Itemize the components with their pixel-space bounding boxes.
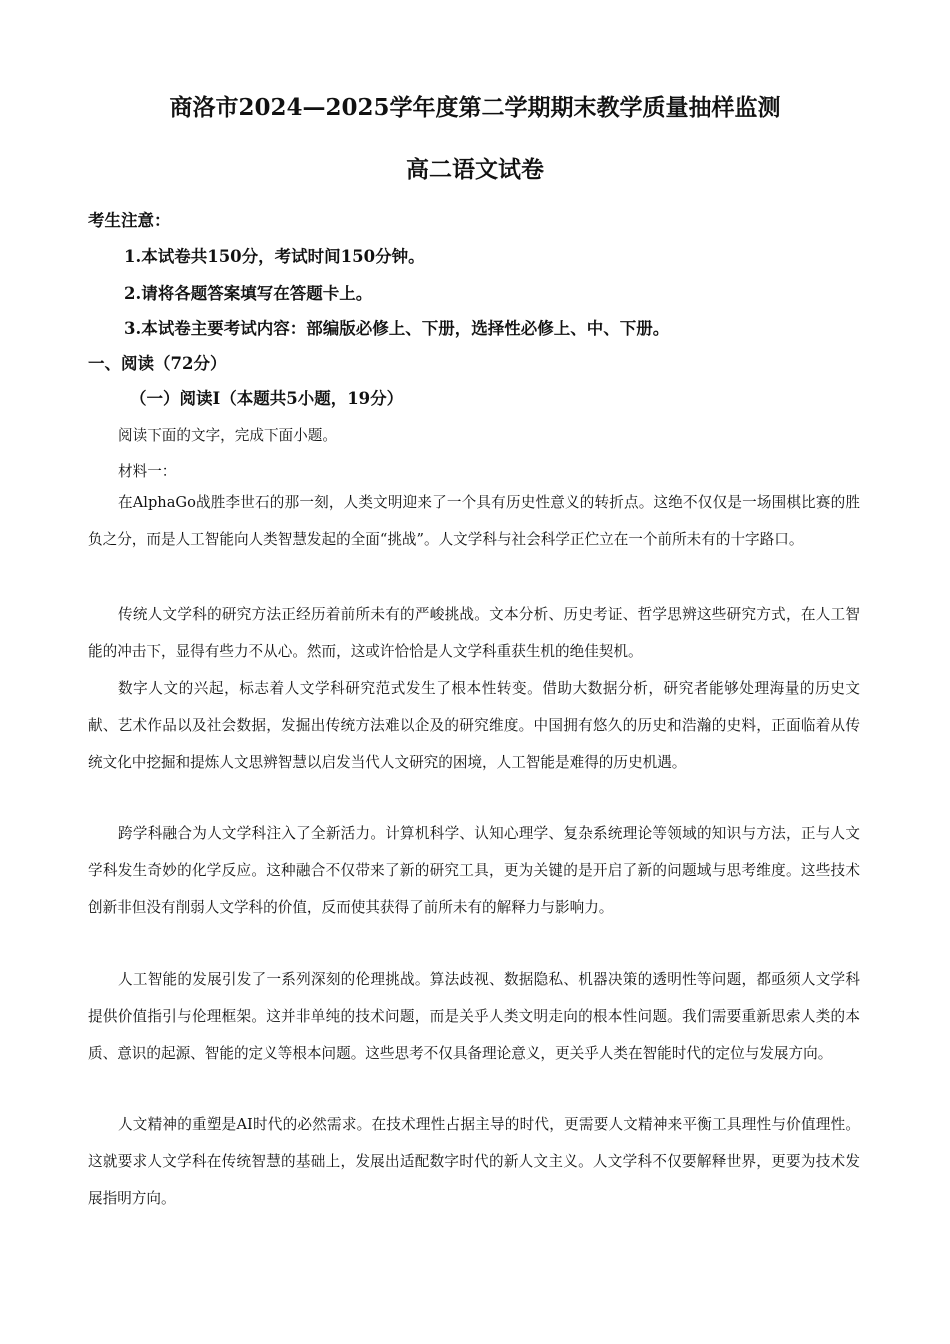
notice-item-1: 1.本试卷共150分，考试时间150分钟。: [124, 247, 425, 266]
notice-item-2: 2.请将各题答案填写在答题卡上。: [124, 284, 373, 303]
paragraph-4: 跨学科融合为人文学科注入了全新活力。计算机科学、认知心理学、复杂系统理论等领域的知识与方法，正与人文学科发生奇妙的化学反应。这种融合不仅带来了新的研究工具，更为关键的是开启了新的问题域与思考维度。这些技术创新非但没有削弱人文学科的价值，反而使其获得了前所未有的解释力与影响力。: [88, 825, 860, 916]
notice-heading: 考生注意：: [88, 211, 171, 230]
paragraph-2: 传统人文学科的研究方法正经历着前所未有的严峻挑战。文本分析、历史考证、哲学思辨这些研究方式，在人工智能的冲击下，显得有些力不从心。然而，这或许恰恰是人文学科重获生机的绝佳契机。: [88, 606, 860, 660]
paragraph-3: 数字人文的兴起，标志着人文学科研究范式发生了根本性转变。借助大数据分析，研究者能够处理海量的历史文献、艺术作品以及社会数据，发掘出传统方法难以企及的研究维度。中国拥有悠久的历史和浩瀚的史料，正面临着从传统文化中挖掘和提炼人文思辨智慧以启发当代人文研究的困境，人工智能是难得的历史机遇。: [88, 680, 860, 771]
material-label: 材料一：: [118, 463, 177, 480]
reading-instruction: 阅读下面的文字，完成下面小题。: [118, 427, 337, 444]
paragraph-5: 人工智能的发展引发了一系列深刻的伦理挑战。算法歧视、数据隐私、机器决策的透明性等问题，都亟须人文学科提供价值指引与伦理框架。这并非单纯的技术问题，而是关乎人类文明走向的根本性问题。我们需要重新思索人类的本质、意识的起源、智能的定义等根本问题。这些思考不仅具备理论意义，更关乎人类在智能时代的定位与发展方向。: [88, 971, 860, 1062]
paragraph-1: 在AlphaGo战胜李世石的那一刻，人类文明迎来了一个具有历史性意义的转折点。这绝不仅仅是一场围棋比赛的胜负之分，而是人工智能向人类智慧发起的全面“挑战”。人文学科与社会科学正伫立在一个前所未有的十字路口。: [88, 494, 860, 548]
paragraph-6: 人文精神的重塑是AI时代的必然需求。在技术理性占据主导的时代，更需要人文精神来平衡工具理性与价值理性。这就要求人文学科在传统智慧的基础上，发展出适配数字时代的新人文主义。人文学科不仅要解释世界，更要为技术发展指明方向。: [88, 1116, 860, 1207]
notice-item-3: 3.本试卷主要考试内容：部编版必修上、下册，选择性必修上、中、下册。: [124, 319, 670, 338]
exam-title: 商洛市2024—2025学年度第二学期期末教学质量抽样监测: [169, 94, 781, 121]
section-heading: 一、阅读（72分）: [88, 354, 227, 373]
section-subheading: （一）阅读Ⅰ（本题共5小题，19分）: [130, 389, 404, 408]
exam-subtitle: 高二语文试卷: [406, 156, 544, 183]
